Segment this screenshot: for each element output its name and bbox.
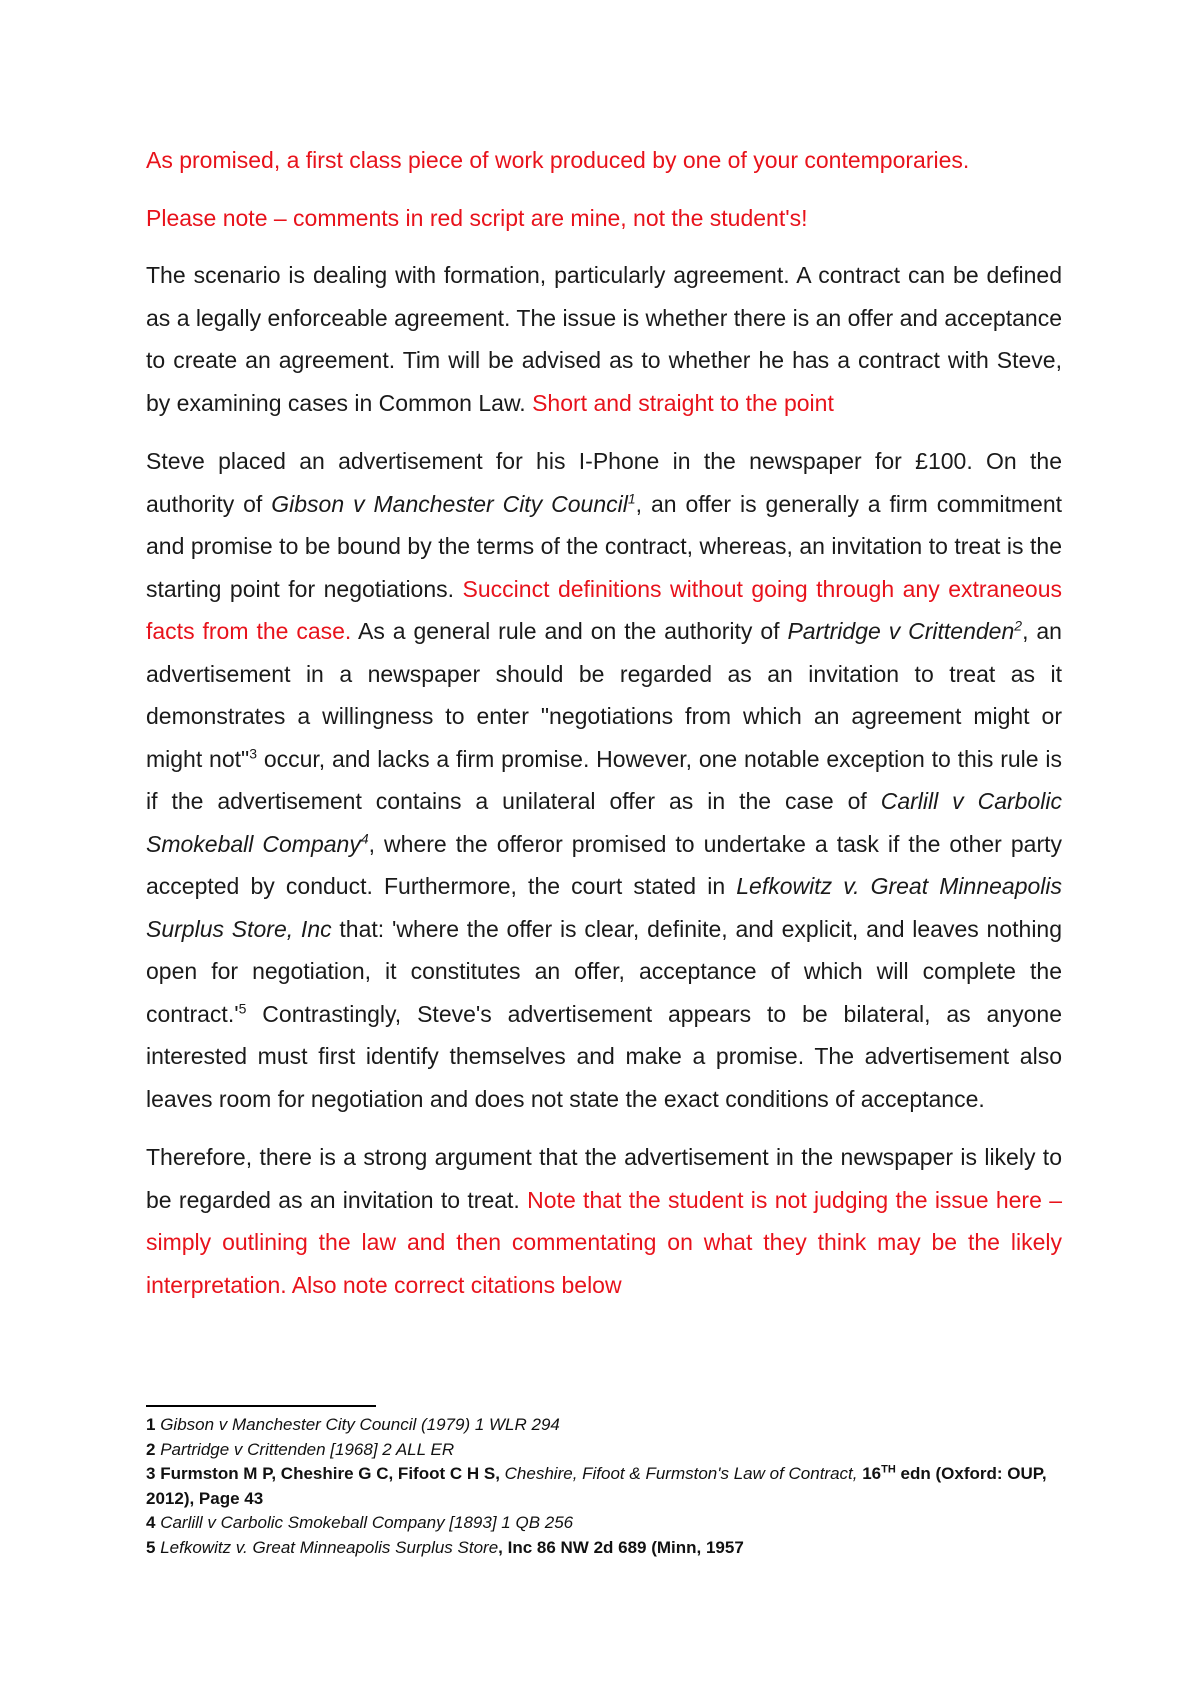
body-text [146, 139, 1062, 1322]
footnote-text: Gibson v Manchester City Council (1979) 1 WLR 294 [160, 1415, 560, 1434]
footnote-1 [146, 1413, 1062, 1438]
footnote-ref-1: 1 [627, 489, 636, 506]
analysis-text: , where the offeror promised to undertake a task if the other party accepted by conduct. Furthermore, the court stated in [146, 830, 1062, 899]
analysis-text: , an advertisement in a newspaper should be regarded as an invitation to treat as it demonstrates a willingness to enter "negotiations from which an agreement might or might not" [146, 618, 1062, 772]
footnote-3 [146, 1462, 1062, 1511]
footnote-5 [146, 1536, 1062, 1561]
paragraph-analysis [146, 440, 1062, 1120]
footnote-divider [146, 1405, 376, 1407]
case-carlill: Carlill v Carbolic Smokeball Company [146, 788, 1062, 857]
footnote-ref-2: 2 [1014, 617, 1023, 634]
footnote-ref-5: 5 [238, 999, 247, 1016]
paragraph-issue [146, 254, 1062, 424]
footnote-publisher: edn (Oxford: OUP, 2012), Page 43 [146, 1464, 1047, 1508]
footnote-text: Carlill v Carbolic Smokeball Company [1893] 1 QB 256 [160, 1513, 574, 1532]
intro-comment-1: As promised, a first class piece of work produced by one of your contemporaries. [146, 147, 970, 173]
footnote-number: 1 [146, 1415, 156, 1434]
footnote-ref-3: 3 [249, 744, 257, 761]
footnote-number: 3 [146, 1464, 156, 1483]
footnote-text: Partridge v Crittenden [1968] 2 ALL ER [160, 1439, 455, 1459]
conclusion-text: Therefore, there is a strong argument that the advertisement in the newspaper is likely to be regarded as an invitation to treat. [146, 1144, 1062, 1213]
analysis-text: Contrastingly, Steve's advertisement appears to be bilateral, as anyone interested must first identify themselves and make a promise. The advertisement also leaves room for negotiation and does not state the exact conditions of acceptance. [146, 1000, 1062, 1112]
analysis-text: that: 'where the offer is clear, definite, and explicit, and leaves nothing open for negotiation, it constitutes an offer, acceptance of which will complete the contract.' [146, 915, 1063, 1027]
comment-conclusion: Note that the student is not judging the issue here – simply outlining the law and then commentating on what they think may be the likely interpretation. Also note correct citations below [146, 1186, 1062, 1298]
paragraph-issue-text: The scenario is dealing with formation, particularly agreement. A contract can be defined as a legally enforceable agreement. The issue is whether there is an offer and acceptance to create an agreement. Tim will be advised as to whether he has a contract with Steve, by examining cases in Common Law. [146, 262, 1062, 416]
footnotes [146, 1413, 1062, 1560]
footnote-number: 2 [146, 1439, 156, 1459]
footnote-citation: , Inc 86 NW 2d 689 (Minn, 1957 [498, 1537, 744, 1557]
analysis-text: As a general rule and on the authority of [351, 618, 788, 644]
footnote-2 [146, 1438, 1062, 1463]
intro-comment-2: Please note – comments in red script are mine, not the student's! [146, 204, 808, 231]
analysis-text: , an offer is generally a firm commitment and promise to be bound by the terms of the contract, whereas, an invitation to treat is the starting point for negotiations. [146, 490, 1063, 602]
footnote-number: 5 [146, 1537, 156, 1557]
footnote-ref-4: 4 [360, 829, 369, 846]
paragraph-conclusion [146, 1136, 1062, 1306]
footnote-edition: 16 [862, 1464, 882, 1483]
footnote-authors: Furmston M P, Cheshire G C, Fifoot C H S, [160, 1464, 500, 1483]
footnote-number: 4 [146, 1513, 156, 1532]
case-partridge: Partridge v Crittenden [787, 618, 1015, 644]
case-gibson: Gibson v Manchester City Council [271, 490, 628, 517]
footnote-4 [146, 1511, 1062, 1536]
footnote-edition-suffix: TH [881, 1463, 896, 1476]
footnote-case: Lefkowitz v. Great Minneapolis Surplus Store [160, 1537, 499, 1557]
analysis-text: occur, and lacks a firm promise. However, one notable exception to this rule is if the advertisement contains a unilateral offer as in the case of [146, 745, 1062, 814]
analysis-text: Steve placed an advertisement for his I-Phone in the newspaper for £100. On the authority of [146, 448, 1062, 517]
comment-succinct: Succinct definitions without going through any extraneous facts from the case. [146, 575, 1062, 644]
footnote-title: Cheshire, Fifoot & Furmston's Law of Contract, [504, 1464, 858, 1483]
case-lefkowitz: Lefkowitz v. Great Minneapolis Surplus Store, Inc [146, 873, 1062, 942]
comment-short-point: Short and straight to the point [532, 389, 834, 416]
